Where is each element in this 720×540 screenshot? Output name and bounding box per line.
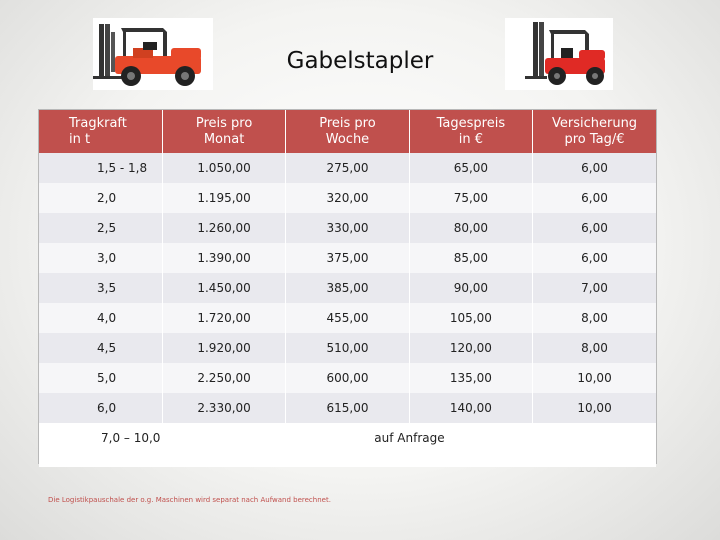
table-row [39,393,656,423]
cell-capacity: 6,0 [39,393,162,423]
cell-capacity: 1,5 - 1,8 [39,153,162,183]
cell-price-week: 275,00 [286,153,409,183]
table-row [39,303,656,333]
header-price-week: Preis pro Woche [286,110,409,153]
cell-on-request: auf Anfrage [162,423,656,467]
cell-price-day: 75,00 [409,183,532,213]
cell-price-week: 385,00 [286,273,409,303]
cell-capacity: 7,0 – 10,0 [39,423,162,467]
table-row [39,153,656,183]
cell-price-day: 140,00 [409,393,532,423]
cell-price-month: 1.390,00 [162,243,285,273]
cell-capacity: 4,0 [39,303,162,333]
cell-price-week: 330,00 [286,213,409,243]
cell-insurance: 10,00 [533,393,656,423]
cell-price-day: 120,00 [409,333,532,363]
cell-price-month: 1.450,00 [162,273,285,303]
table-row-on-request [39,423,656,467]
price-table [39,110,656,467]
cell-price-month: 1.195,00 [162,183,285,213]
cell-price-month: 2.330,00 [162,393,285,423]
cell-capacity: 5,0 [39,363,162,393]
cell-insurance: 7,00 [533,273,656,303]
cell-insurance: 6,00 [533,243,656,273]
header-capacity: Tragkraft in t [39,110,162,153]
header-price-month: Preis pro Monat [162,110,285,153]
header-insurance: Versicherung pro Tag/€ [533,110,656,153]
header-price-day: Tagespreis in € [409,110,532,153]
cell-insurance: 8,00 [533,303,656,333]
cell-price-day: 135,00 [409,363,532,393]
forklift-image-right [505,18,613,90]
cell-insurance: 6,00 [533,213,656,243]
cell-price-week: 510,00 [286,333,409,363]
cell-price-month: 1.720,00 [162,303,285,333]
cell-price-day: 65,00 [409,153,532,183]
table-row [39,333,656,363]
cell-price-week: 615,00 [286,393,409,423]
cell-price-day: 80,00 [409,213,532,243]
cell-price-week: 455,00 [286,303,409,333]
table-row [39,183,656,213]
cell-capacity: 2,0 [39,183,162,213]
cell-price-month: 2.250,00 [162,363,285,393]
cell-insurance: 6,00 [533,183,656,213]
cell-price-day: 90,00 [409,273,532,303]
footnote: Die Logistikpauschale der o.g. Maschinen wird separat nach Aufwand berechnet. [48,496,331,504]
price-table-container [38,109,657,464]
cell-price-week: 600,00 [286,363,409,393]
page-title: Gabelstapler [286,48,434,74]
cell-capacity: 4,5 [39,333,162,363]
cell-insurance: 6,00 [533,153,656,183]
table-row [39,213,656,243]
cell-capacity: 3,0 [39,243,162,273]
cell-capacity: 2,5 [39,213,162,243]
cell-price-day: 85,00 [409,243,532,273]
table-row [39,363,656,393]
cell-insurance: 10,00 [533,363,656,393]
cell-price-week: 375,00 [286,243,409,273]
cell-price-month: 1.920,00 [162,333,285,363]
table-header-row [39,110,656,153]
forklift-image-left [93,18,213,90]
cell-price-month: 1.050,00 [162,153,285,183]
cell-insurance: 8,00 [533,333,656,363]
cell-price-day: 105,00 [409,303,532,333]
table-row [39,273,656,303]
cell-price-week: 320,00 [286,183,409,213]
table-row [39,243,656,273]
cell-capacity: 3,5 [39,273,162,303]
cell-price-month: 1.260,00 [162,213,285,243]
